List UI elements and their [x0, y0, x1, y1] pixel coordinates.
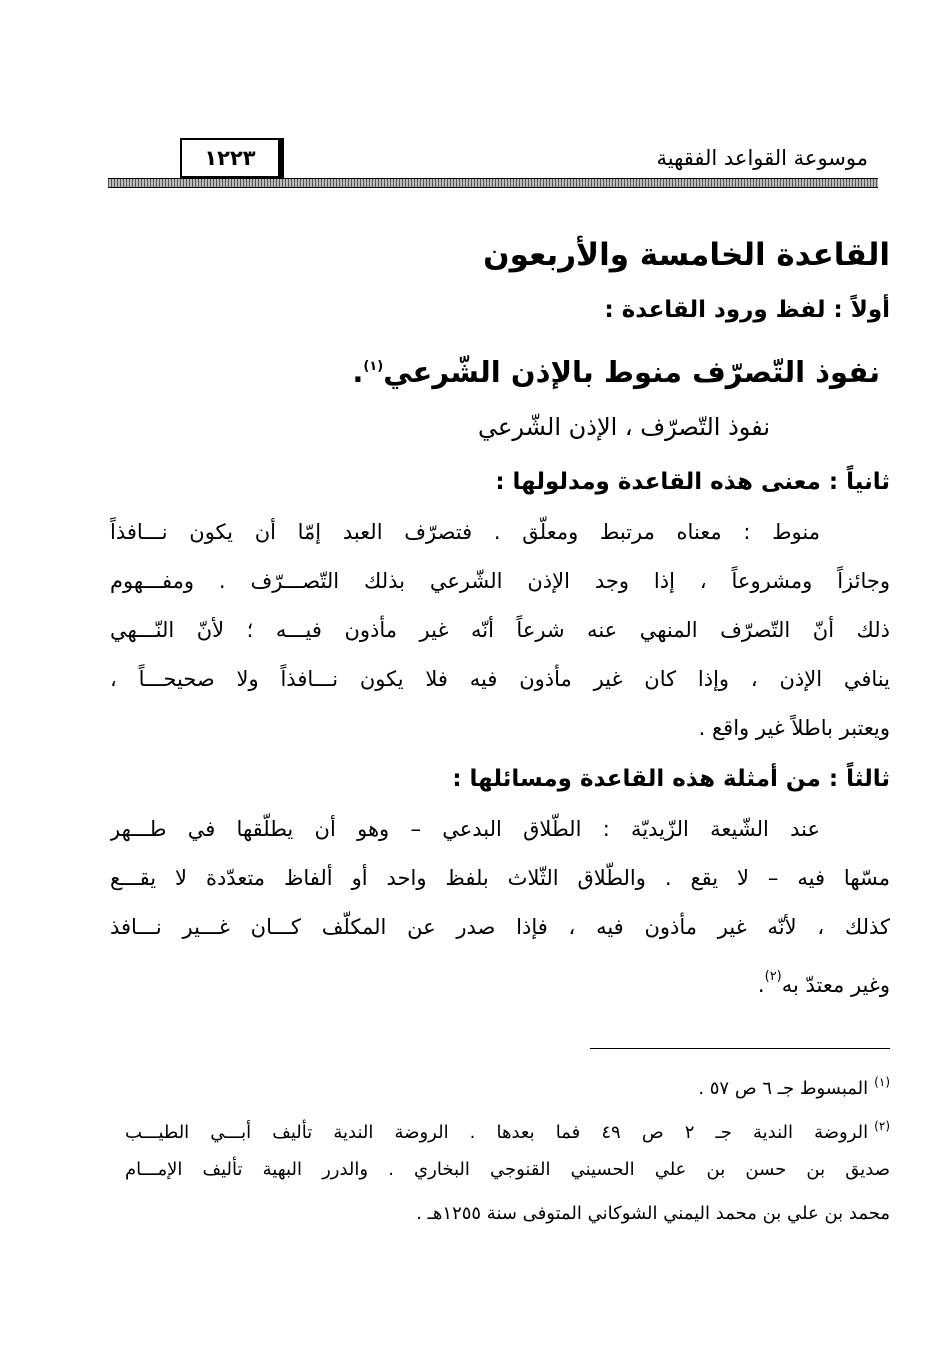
rule-end: .	[352, 355, 364, 389]
footnotes	[125, 1060, 890, 1236]
paragraph-line: ويعتبر باطلاً غير واقع .	[698, 716, 890, 740]
rule-text: نفوذ التّصرّف منوط بالإذن الشّرعي	[383, 355, 880, 389]
footnote-line: محمد بن علي بن محمد اليمني الشوكاني المتوفى سنة ١٢٥٥هـ .	[416, 1203, 890, 1224]
paragraph-line: مسّها فيه – لا يقع . والطّلاق الثّلاث بلفظ واحد أو ألفاظ متعدّدة لا يقـــع	[110, 866, 890, 890]
footnote-text: المبسوط جـ ٦ ص ٥٧ .	[698, 1078, 869, 1099]
paragraph-line: وجائزاً ومشروعاً ، إذا وجد الإذن الشّرعي بذلك التّصـــرّف . ومفـــهوم	[110, 569, 890, 593]
paragraph-line: كذلك ، لأنّه غير مأذون فيه ، فإذا صدر عن المكلّف كـــان غـــير نـــافذ	[110, 915, 890, 939]
paragraph-line: عند الشّيعة الزّيديّة : الطّلاق البدعي – وهو أن يطلّقها في طـــهر	[110, 817, 820, 841]
footnote-2	[125, 1104, 890, 1148]
paragraph-text: وغير معتدّ به	[781, 973, 890, 997]
paragraph-line: منوط : معناه مرتبط ومعلّق . فتصرّف العبد إمّا أن يكون نـــافذاً	[110, 520, 820, 544]
header-rule	[108, 178, 878, 188]
paragraph-line-last	[110, 952, 890, 1001]
footnote-mark: (١)	[874, 1075, 890, 1089]
section-heading-2: ثانياً : معنى هذه القاعدة ومدلولها :	[495, 469, 890, 495]
page-header	[108, 138, 878, 190]
paragraph-end: .	[757, 973, 765, 997]
running-title: موسوعة القواعد الفقهية	[656, 146, 868, 170]
chapter-title: القاعدة الخامسة والأربعون	[483, 237, 890, 273]
footnote-text: الروضة الندية جـ ٢ ص ٤٩ فما بعدها . الروضة الندية تأليف أبـــي الطيـــب	[125, 1122, 869, 1143]
footnote-line: صديق بن حسن بن علي الحسيني القنوجي البخاري . والدرر البهية تأليف الإمـــام	[125, 1159, 890, 1180]
paragraph-line: ينافي الإذن ، وإذا كان غير مأذون فيه فلا يكون نـــافذاً ولا صحيحـــاً ،	[110, 667, 890, 691]
section-heading-3: ثالثاً : من أمثلة هذه القاعدة ومسائلها :	[452, 766, 890, 792]
footnote-separator	[590, 1048, 890, 1049]
page-body	[110, 226, 890, 1001]
keywords: نفوذ التّصرّف ، الإذن الشّرعي	[478, 413, 770, 441]
section-heading-1: أولاً : لفظ ورود القاعدة :	[604, 297, 890, 323]
paragraph-line: ذلك أنّ التّصرّف المنهي عنه شرعاً أنّه غير مأذون فيـــه ؛ لأنّ النّـــهي	[110, 618, 890, 642]
footnote-ref-1: (١)	[363, 359, 384, 374]
rule-statement	[110, 336, 890, 398]
footnote-1	[125, 1060, 890, 1104]
footnote-ref-2: (٢)	[764, 969, 782, 984]
footnote-mark: (٢)	[874, 1119, 890, 1133]
page-number: ١٢٢٣	[180, 138, 284, 178]
